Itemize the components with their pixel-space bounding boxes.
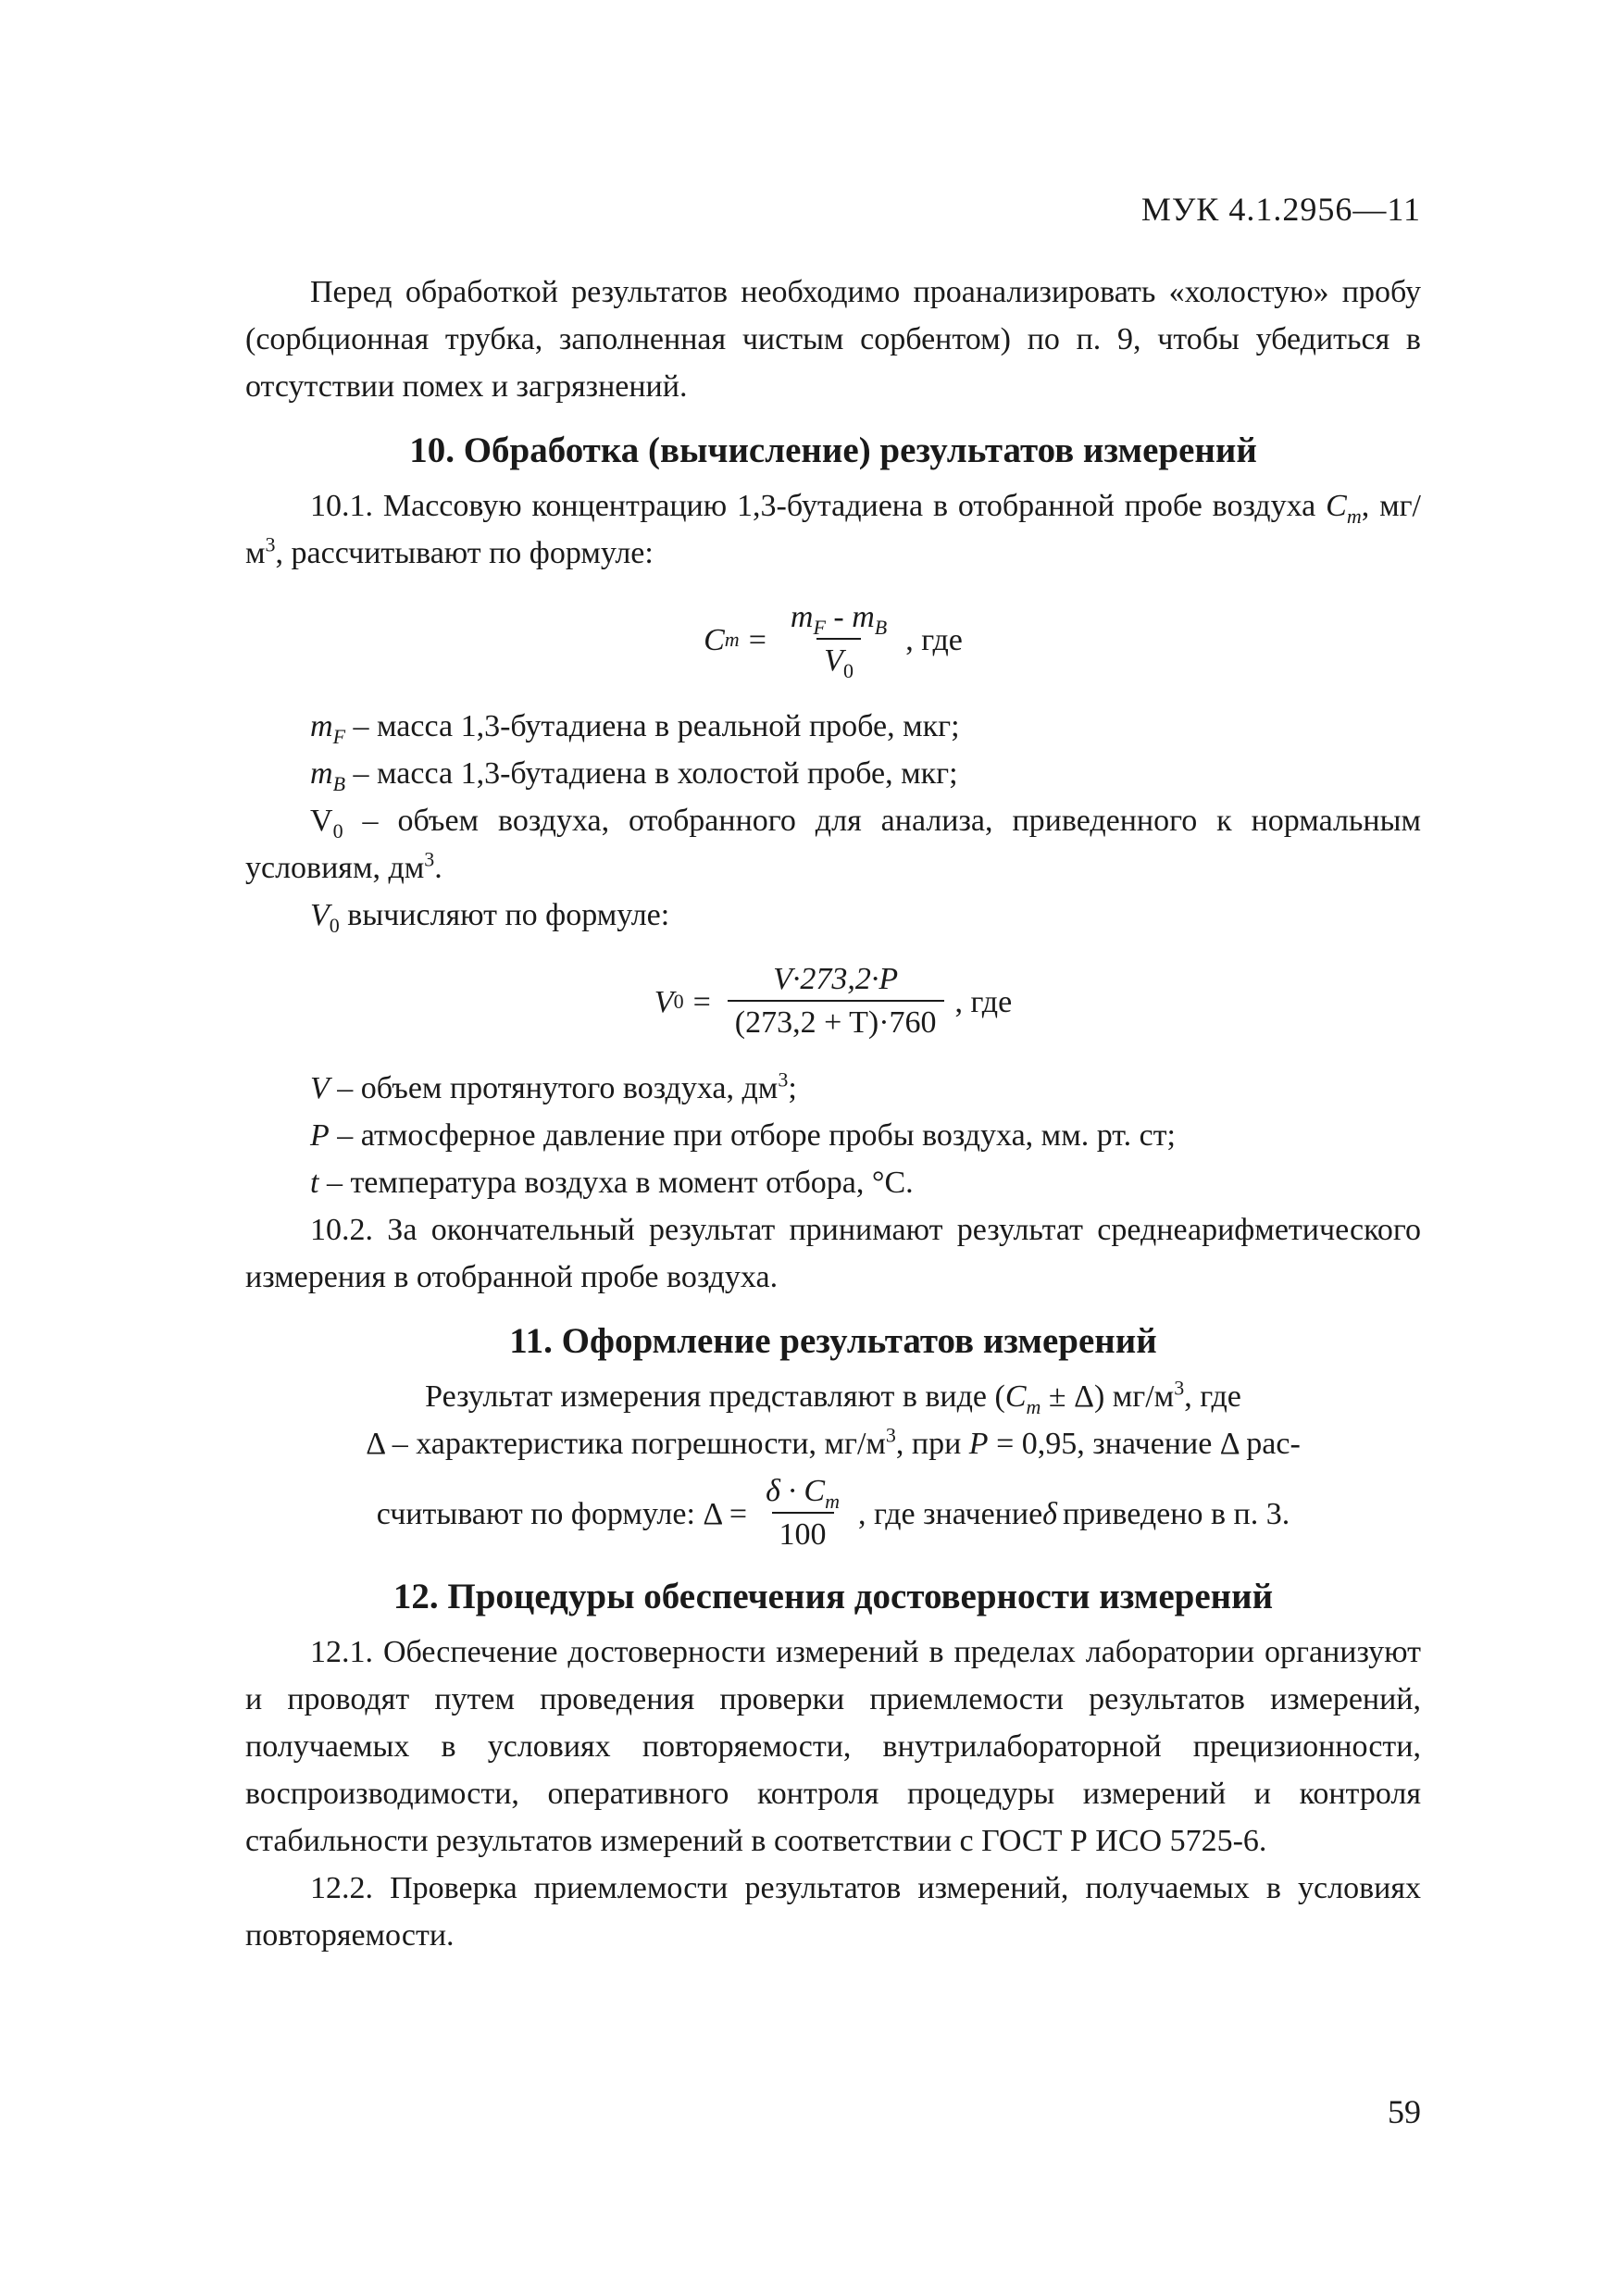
section-10-1-paragraph: 10.1. Массовую концентрацию 1,3-бутадиена в отобранной пробе воздуха $C_m$, $мг/м^3$, рассчитывают по формуле: [245,489,1421,570]
section-11-line-3: считывают по формуле: Δ = $\frac{\delta \cdot C_m}{100}$ , где значение δ приведено в п. 3. [245,1471,1421,1556]
definition-mf: $m_F$ – масса 1,3-бутадиена в реальной пробе, мкг; [310,709,960,748]
formula-volume-fraction: $\frac{V\cdot 273,2\cdot P}{(273,2 + T)\cdot 760}$ [728,959,944,1044]
section-12-2-paragraph: 12.2. Проверка приемлемости результатов измерений, получаемых в условиях повторяемости. [245,1871,1421,1953]
formula-volume: V 0 = $\frac{V\cdot 273,2\cdot P}{(273,2 + T)\cdot 760}$ , где [245,959,1421,1044]
section-11-title: 11. Оформление результатов измерений [509,1321,1157,1361]
section-11-line-1: Результат измерения представляют в виде $(C_m \pm \Delta)$ $мг/м^3$, где [425,1376,1241,1418]
definition-mb: $m_B$ – масса 1,3-бутадиена в холостой пробе, мкг; [310,756,958,795]
section-10-2-paragraph: 10.2. За окончательный результат принимают результат среднеарифметического измерения в отобранной пробе воздуха. [245,1213,1421,1294]
page-number: 59 [1388,2093,1421,2130]
section-11-line-2: Δ – характеристика погрешности, $мг/м^3$, при P = 0,95, значение Δ рас- [366,1423,1301,1461]
section-10-title: 10. Обработка (вычисление) результатов измерений [409,430,1257,470]
v0-calc-intro: $V_0$ вычисляют по формуле: [310,898,670,937]
formula-delta-fraction: $\frac{\delta \cdot C_m}{100}$ [758,1471,847,1556]
section-12-1-paragraph: 12.1. Обеспечение достоверности измерений в пределах лаборатории организуют и проводят путем проведения проверки приемлемости результатов измерений, получаемых в условиях повторяемости, внутрилабораторной прецизионности, воспроизводимости, оперативного контроля процедуры измерений и контроля стабильности результатов измерений в соответствии с ГОСТ Р ИСО 5725-6. [245,1635,1421,1858]
formula-concentration: C m = $\frac{m_F - m_B}{V_0}$ , где [245,597,1421,682]
intro-paragraph: Перед обработкой результатов необходимо проанализировать «холостую» пробу (сорбционная трубка, заполненная чистым сорбентом) по п. 9, чтобы убедиться в отсутствии помех и загрязнений. [245,275,1421,404]
definition-p: P – атмосферное давление при отборе пробы воздуха, мм. рт. ст; [310,1118,1176,1153]
definition-t: t – температура воздуха в момент отбора, °С. [310,1166,914,1200]
document-code: МУК 4.1.2956—11 [1140,191,1421,228]
page-body [245,181,1421,1959]
formula-concentration-fraction: $\frac{m_F - m_B}{V_0}$ [790,600,888,682]
definition-v0: $V_0$ – объем воздуха, отобранного для анализа, приведенного к нормальным условиям, $дм^3$. [245,804,1421,885]
section-12-title: 12. Процедуры обеспечения достоверности измерений [393,1577,1274,1616]
definition-v: V – объем протянутого воздуха, $дм^3$; [310,1067,797,1105]
